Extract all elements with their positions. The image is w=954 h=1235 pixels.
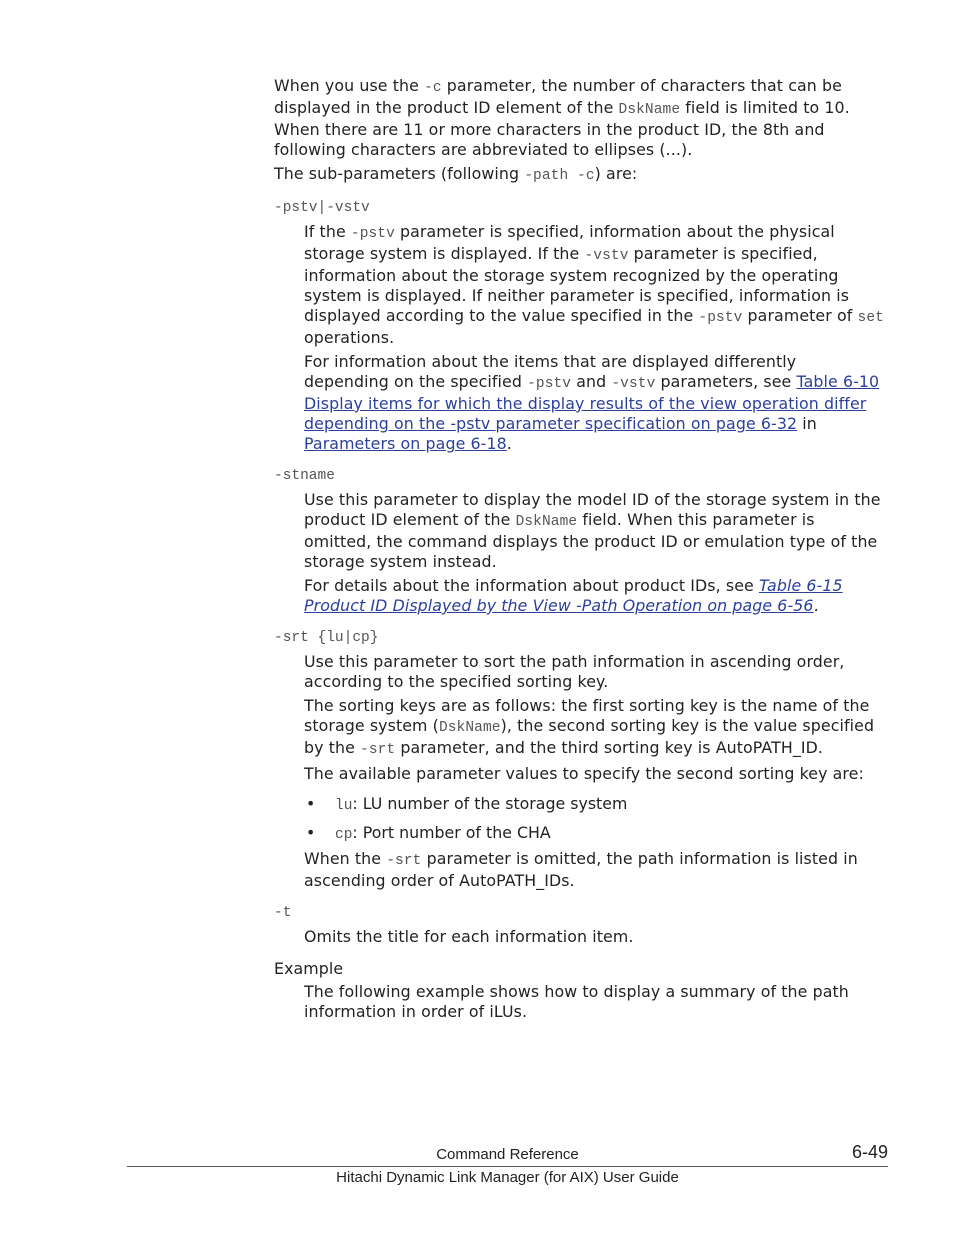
- pstv-description: [304, 222, 884, 348]
- term-t: -t: [274, 905, 292, 921]
- text: parameters, see: [655, 372, 797, 391]
- example-description: The following example shows how to display a summary of the path information in order of iLUs.: [304, 982, 849, 1021]
- t-description: Omits the title for each information item.: [304, 927, 634, 946]
- term-pstv-vstv: -pstv|-vstv: [274, 200, 370, 216]
- text: If the: [304, 222, 351, 241]
- text: .: [813, 596, 819, 615]
- code-c: -c: [424, 80, 442, 96]
- bullet-icon: •: [306, 823, 316, 842]
- footer-divider: [127, 1166, 888, 1167]
- text: parameter is specified, information about the storage system recognized by the operating system is displayed. If neither parameter is specified, information is displayed according to the value specified in the: [304, 244, 850, 325]
- text: parameter, and the third sorting key is AutoPATH_ID.: [395, 738, 823, 757]
- text: parameter is omitted, the path information is listed in ascending order of AutoPATH_IDs.: [304, 849, 858, 890]
- code-cp: cp: [335, 827, 353, 843]
- page-content: [274, 76, 884, 1022]
- code-set: set: [857, 310, 884, 326]
- stname-description: [304, 490, 884, 572]
- code-srt: -srt: [386, 853, 422, 869]
- code-dskname: DskName: [438, 720, 501, 736]
- example-heading: Example: [274, 959, 344, 978]
- code-dskname: DskName: [515, 514, 578, 530]
- text: : LU number of the storage system: [352, 794, 628, 813]
- paragraph-c-param: [274, 76, 884, 160]
- text: For details about the information about product IDs, see: [304, 576, 759, 595]
- text: Use this parameter to display the model ID of the storage system in the product ID element of the: [304, 490, 881, 529]
- text: and: [571, 372, 612, 391]
- term-srt: -srt {lu|cp}: [274, 630, 379, 646]
- srt-available-values: The available parameter values to specify the second sorting key are:: [304, 764, 864, 783]
- srt-omitted: [304, 849, 884, 891]
- text: parameter, the number of characters that can be displayed in the product ID element of the: [274, 76, 842, 117]
- text: operations.: [304, 328, 395, 347]
- code-pstv: -pstv: [350, 226, 395, 242]
- code-vstv: -vstv: [584, 248, 629, 264]
- page-number: 6-49: [851, 1142, 888, 1162]
- text: parameter of: [742, 306, 858, 325]
- code-srt: -srt: [360, 742, 396, 758]
- list-item: [304, 794, 884, 816]
- code-path-c: -path -c: [524, 168, 595, 184]
- text: The sorting keys are as follows: the first sorting key is the name of the storage system (: [304, 696, 870, 735]
- code-lu: lu: [335, 798, 353, 814]
- text: in: [797, 414, 817, 433]
- link-parameters[interactable]: Parameters on page 6-18: [304, 434, 507, 453]
- text: field is limited to 10. When there are 11 or more characters in the product ID, the 8th and following characters are abbreviated to ellipses (...).: [274, 98, 850, 159]
- srt-description: Use this parameter to sort the path information in ascending order, according to the specified sorting key.: [304, 652, 845, 691]
- link-table-6-15[interactable]: Table 6-15 Product ID Displayed by the View -Path Operation on page 6-56: [304, 576, 843, 615]
- text: For information about the items that are displayed differently depending on the specified: [304, 352, 797, 391]
- text: When you use the: [274, 76, 425, 95]
- code-dskname: DskName: [618, 102, 681, 118]
- code-vstv: -vstv: [611, 376, 656, 392]
- srt-sorting-keys: [304, 696, 884, 760]
- link-table-6-10[interactable]: Table 6-10 Display items for which the display results of the view operation differ depending on the -pstv parameter specification on page 6-32: [304, 372, 880, 433]
- footer-book-title: Hitachi Dynamic Link Manager (for AIX) User Guide: [336, 1169, 679, 1186]
- code-pstv: -pstv: [698, 310, 743, 326]
- text: : Port number of the CHA: [352, 823, 551, 842]
- term-stname: -stname: [274, 468, 335, 484]
- text: ) are:: [594, 164, 638, 183]
- code-pstv: -pstv: [527, 376, 572, 392]
- text: When the: [304, 849, 387, 868]
- bullet-icon: •: [306, 794, 316, 813]
- text: ), the second sorting key is the value specified by the: [304, 716, 875, 757]
- footer-section: Command Reference: [436, 1146, 579, 1163]
- text: field. When this parameter is omitted, the command displays the product ID or emulation type of the storage system instead.: [304, 510, 878, 571]
- list-item: [304, 823, 884, 845]
- pstv-reference: [304, 352, 884, 454]
- text: The sub-parameters (following: [274, 164, 525, 183]
- paragraph-subparams: [274, 164, 884, 186]
- text: .: [506, 434, 512, 453]
- stname-reference: [304, 576, 884, 616]
- text: parameter is specified, information about the physical storage system is displayed. If the: [304, 222, 835, 263]
- srt-values-list: [304, 794, 884, 845]
